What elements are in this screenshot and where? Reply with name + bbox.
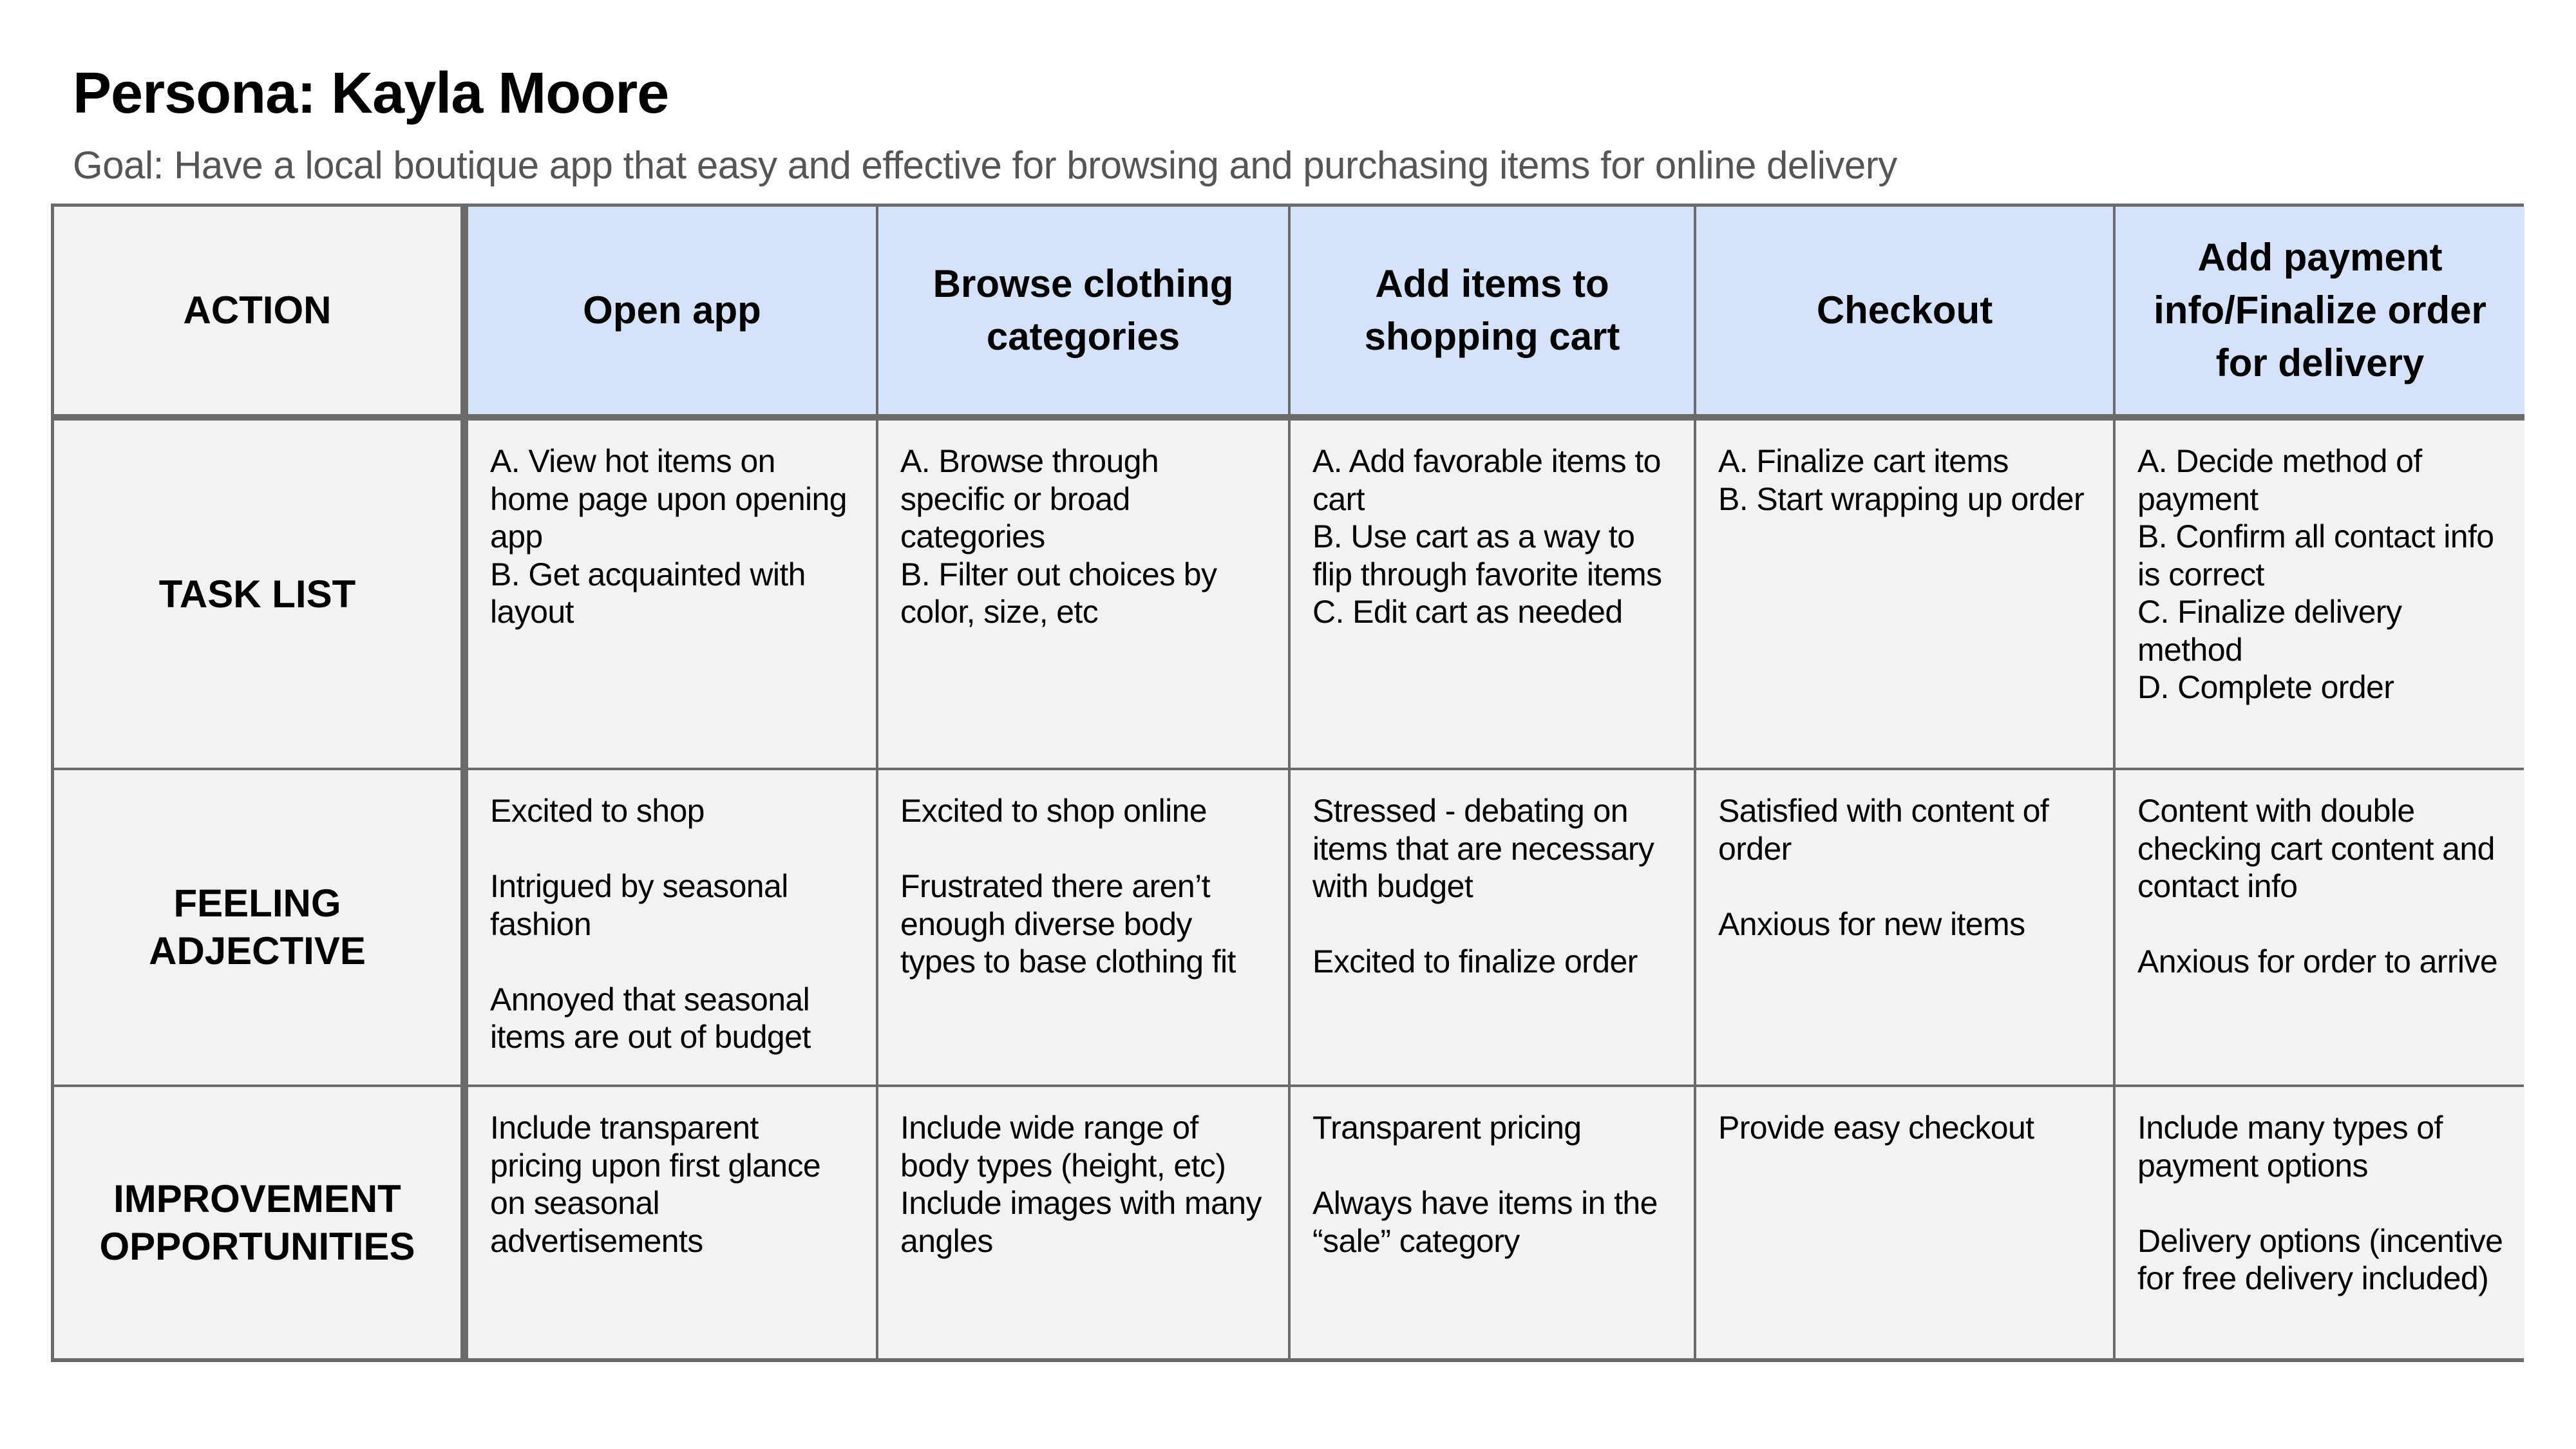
feeling-item: Excited to shop online <box>900 793 1208 829</box>
feeling-cell <box>468 770 876 1084</box>
improvement-cell <box>2116 1087 2524 1358</box>
row-label-text: ACTION <box>183 289 332 332</box>
row-label-task-list <box>54 421 460 768</box>
improvement-item: Include many types of payment options <box>2137 1110 2443 1184</box>
task-cell <box>468 421 876 768</box>
improvement-item: Include images with many angles <box>900 1185 1262 1259</box>
improvement-cell <box>1696 1087 2113 1358</box>
label-column-divider <box>460 207 468 1358</box>
task-cell <box>1291 421 1694 768</box>
action-header-add-to-cart <box>1291 207 1694 414</box>
improvement-item: Delivery options (incentive for free delivery included) <box>2137 1222 2503 1296</box>
task-item: A. Add favorable items to cart <box>1312 443 1661 517</box>
feeling-item: Annoyed that seasonal items are out of budget <box>490 981 811 1055</box>
task-cell <box>878 421 1288 768</box>
feeling-item: Satisfied with content of order <box>1718 793 2049 867</box>
improvement-cell <box>878 1087 1288 1358</box>
task-item: C. Finalize delivery method <box>2137 594 2402 668</box>
improvement-item: Include transparent pricing upon first glance on seasonal advertisements <box>490 1110 821 1259</box>
task-item: B. Use cart as a way to flip through favorite items <box>1312 518 1662 592</box>
action-header-text: Add items to shopping cart <box>1364 262 1620 358</box>
task-item: D. Complete order <box>2137 669 2394 705</box>
improvement-item: Always have items in the “sale” category <box>1312 1185 1658 1259</box>
row-label-improvement <box>54 1087 460 1358</box>
row-label-text: IMPROVEMENT OPPORTUNITIES <box>99 1177 415 1268</box>
feeling-item: Anxious for order to arrive <box>2137 943 2498 980</box>
improvement-item: Provide easy checkout <box>1718 1110 2034 1146</box>
task-item: A. Browse through specific or broad categories <box>900 443 1159 554</box>
feeling-cell <box>2116 770 2524 1084</box>
improvement-cell <box>468 1087 876 1358</box>
feeling-item: Frustrated there aren’t enough diverse body types to base clothing fit <box>900 868 1236 980</box>
action-header-browse <box>878 207 1288 414</box>
header-divider <box>54 414 2524 421</box>
action-header-open-app <box>468 207 876 414</box>
row-label-text: FEELING ADJECTIVE <box>149 882 366 972</box>
row-label-feeling <box>54 770 460 1084</box>
action-header-checkout <box>1696 207 2113 414</box>
feeling-cell <box>878 770 1288 1084</box>
task-item: B. Confirm all contact info is correct <box>2137 518 2494 592</box>
feeling-cell <box>1696 770 2113 1084</box>
action-header-text: Add payment info/Finalize order for delivery <box>2154 236 2486 384</box>
improvement-item: Include wide range of body types (height, etc) <box>900 1110 1226 1184</box>
task-item: C. Edit cart as needed <box>1312 594 1623 630</box>
task-cell <box>2116 421 2524 768</box>
persona-goal: Goal: Have a local boutique app that easy and effective for browsing and purchasing items for online delivery <box>73 144 1897 187</box>
feeling-item: Excited to shop <box>490 793 705 829</box>
action-header-text: Browse clothing categories <box>933 262 1234 358</box>
task-item: A. Decide method of payment <box>2137 443 2422 517</box>
row-label-text: TASK LIST <box>158 572 356 616</box>
action-header-text: Open app <box>583 289 761 332</box>
task-item: B. Filter out choices by color, size, etc <box>900 556 1217 630</box>
action-header-text: Checkout <box>1816 289 1993 332</box>
improvement-cell <box>1291 1087 1694 1358</box>
feeling-cell <box>1291 770 1694 1084</box>
action-header-payment <box>2116 207 2524 414</box>
task-item: B. Start wrapping up order <box>1718 480 2085 517</box>
task-cell <box>1696 421 2113 768</box>
journey-map-table <box>51 204 2524 1362</box>
feeling-item: Stressed - debating on items that are necessary with budget <box>1312 793 1654 904</box>
feeling-item: Intrigued by seasonal fashion <box>490 868 788 942</box>
page-title: Persona: Kayla Moore <box>73 61 669 126</box>
row-label-action <box>54 207 460 414</box>
feeling-item: Content with double checking cart content and contact info <box>2137 793 2495 904</box>
improvement-item: Transparent pricing <box>1312 1110 1582 1146</box>
task-item: A. View hot items on home page upon opening app <box>490 443 847 554</box>
task-item: B. Get acquainted with layout <box>490 556 806 630</box>
feeling-item: Anxious for new items <box>1718 905 2025 942</box>
feeling-item: Excited to finalize order <box>1312 943 1638 980</box>
task-item: A. Finalize cart items <box>1718 443 2009 479</box>
